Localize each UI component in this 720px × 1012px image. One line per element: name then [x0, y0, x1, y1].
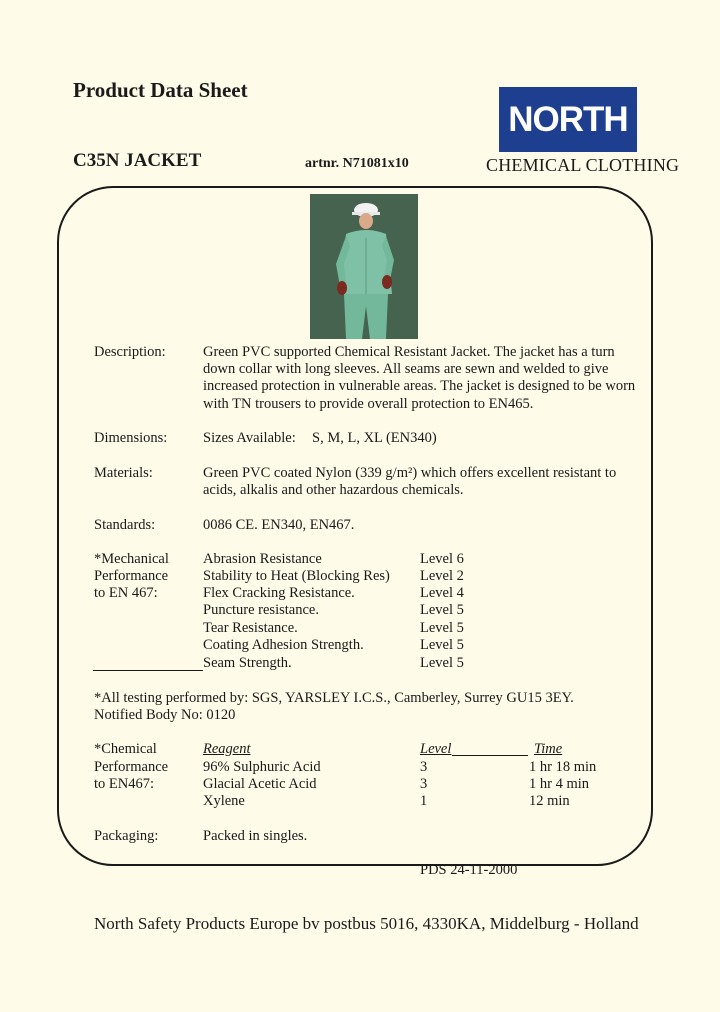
- description-label: Description:: [94, 344, 166, 360]
- reagent-header: Reagent: [203, 741, 251, 757]
- mechanical-property: Seam Strength.: [203, 655, 292, 671]
- brand-name: NORTH: [508, 99, 628, 139]
- product-name: C35N JACKET: [73, 150, 202, 171]
- mechanical-property: Flex Cracking Resistance.: [203, 585, 355, 601]
- notified-body: Notified Body No: 0120: [94, 707, 236, 723]
- mechanical-property: Coating Adhesion Strength.: [203, 637, 364, 653]
- north-logo: [499, 87, 637, 152]
- description-line: increased protection in vulnerable areas. The jacket is designed to be worn: [203, 378, 636, 394]
- sizes-prefix: Sizes Available:: [203, 430, 296, 446]
- mechanical-property: Puncture resistance.: [203, 602, 319, 618]
- mechanical-property: Tear Resistance.: [203, 620, 298, 636]
- dimensions-label: Dimensions:: [94, 430, 168, 446]
- materials-line: Green PVC coated Nylon (339 g/m²) which offers excellent resistant to: [203, 465, 617, 481]
- description-line: Green PVC supported Chemical Resistant Jacket. The jacket has a turn: [203, 344, 615, 360]
- packaging-label: Packaging:: [94, 828, 159, 844]
- mechanical-level: Level 6: [420, 551, 464, 567]
- signature-rule: [93, 670, 203, 671]
- sizes-value: S, M, L, XL (EN340): [312, 430, 437, 446]
- reagent-cell: 96% Sulphuric Acid: [203, 759, 321, 775]
- mechanical-label: *Mechanical: [94, 551, 169, 567]
- page-title: Product Data Sheet: [73, 78, 248, 102]
- materials-label: Materials:: [94, 465, 153, 481]
- chemical-label: *Chemical: [94, 741, 157, 757]
- reagent-cell: Glacial Acetic Acid: [203, 776, 317, 792]
- testing-note: *All testing performed by: SGS, YARSLEY I.C.S., Camberley, Surrey GU15 3EY.: [94, 690, 574, 706]
- mechanical-level: Level 5: [420, 637, 464, 653]
- chemical-label: Performance: [94, 759, 169, 775]
- mechanical-label: to EN 467:: [94, 585, 158, 601]
- time-cell: 1 hr 18 min: [529, 759, 597, 775]
- chemical-label: to EN467:: [94, 776, 155, 792]
- mechanical-level: Level 2: [420, 568, 464, 584]
- description-line: down collar with long sleeves. All seams are sewn and welded to give: [203, 361, 609, 377]
- time-header: Time: [534, 741, 563, 757]
- article-number: artnr. N71081x10: [305, 156, 409, 171]
- mechanical-level: Level 5: [420, 620, 464, 636]
- standards-label: Standards:: [94, 517, 156, 533]
- mechanical-level: Level 4: [420, 585, 464, 601]
- header-rule: [452, 741, 528, 756]
- product-photo: [310, 194, 418, 339]
- reagent-cell: Xylene: [203, 793, 245, 809]
- level-header: Level: [420, 741, 452, 757]
- level-cell: 1: [420, 793, 428, 809]
- standards-value: 0086 CE. EN340, EN467.: [203, 517, 355, 533]
- level-cell: 3: [420, 776, 428, 792]
- footer-address: North Safety Products Europe bv postbus 5016, 4330KA, Middelburg - Holland: [94, 914, 639, 933]
- mechanical-level: Level 5: [420, 655, 464, 671]
- time-cell: 1 hr 4 min: [529, 776, 590, 792]
- mechanical-property: Abrasion Resistance: [203, 551, 322, 567]
- time-cell: 12 min: [529, 793, 570, 809]
- description-line: with TN trousers to provide overall protection to EN465.: [203, 396, 534, 412]
- category-label: CHEMICAL CLOTHING: [486, 155, 680, 175]
- pds-date: PDS 24-11-2000: [420, 862, 518, 878]
- mechanical-property: Stability to Heat (Blocking Res): [203, 568, 390, 584]
- level-cell: 3: [420, 759, 428, 775]
- packaging-value: Packed in singles.: [203, 828, 308, 844]
- mechanical-level: Level 5: [420, 602, 464, 618]
- materials-line: acids, alkalis and other hazardous chemicals.: [203, 482, 464, 498]
- mechanical-label: Performance: [94, 568, 169, 584]
